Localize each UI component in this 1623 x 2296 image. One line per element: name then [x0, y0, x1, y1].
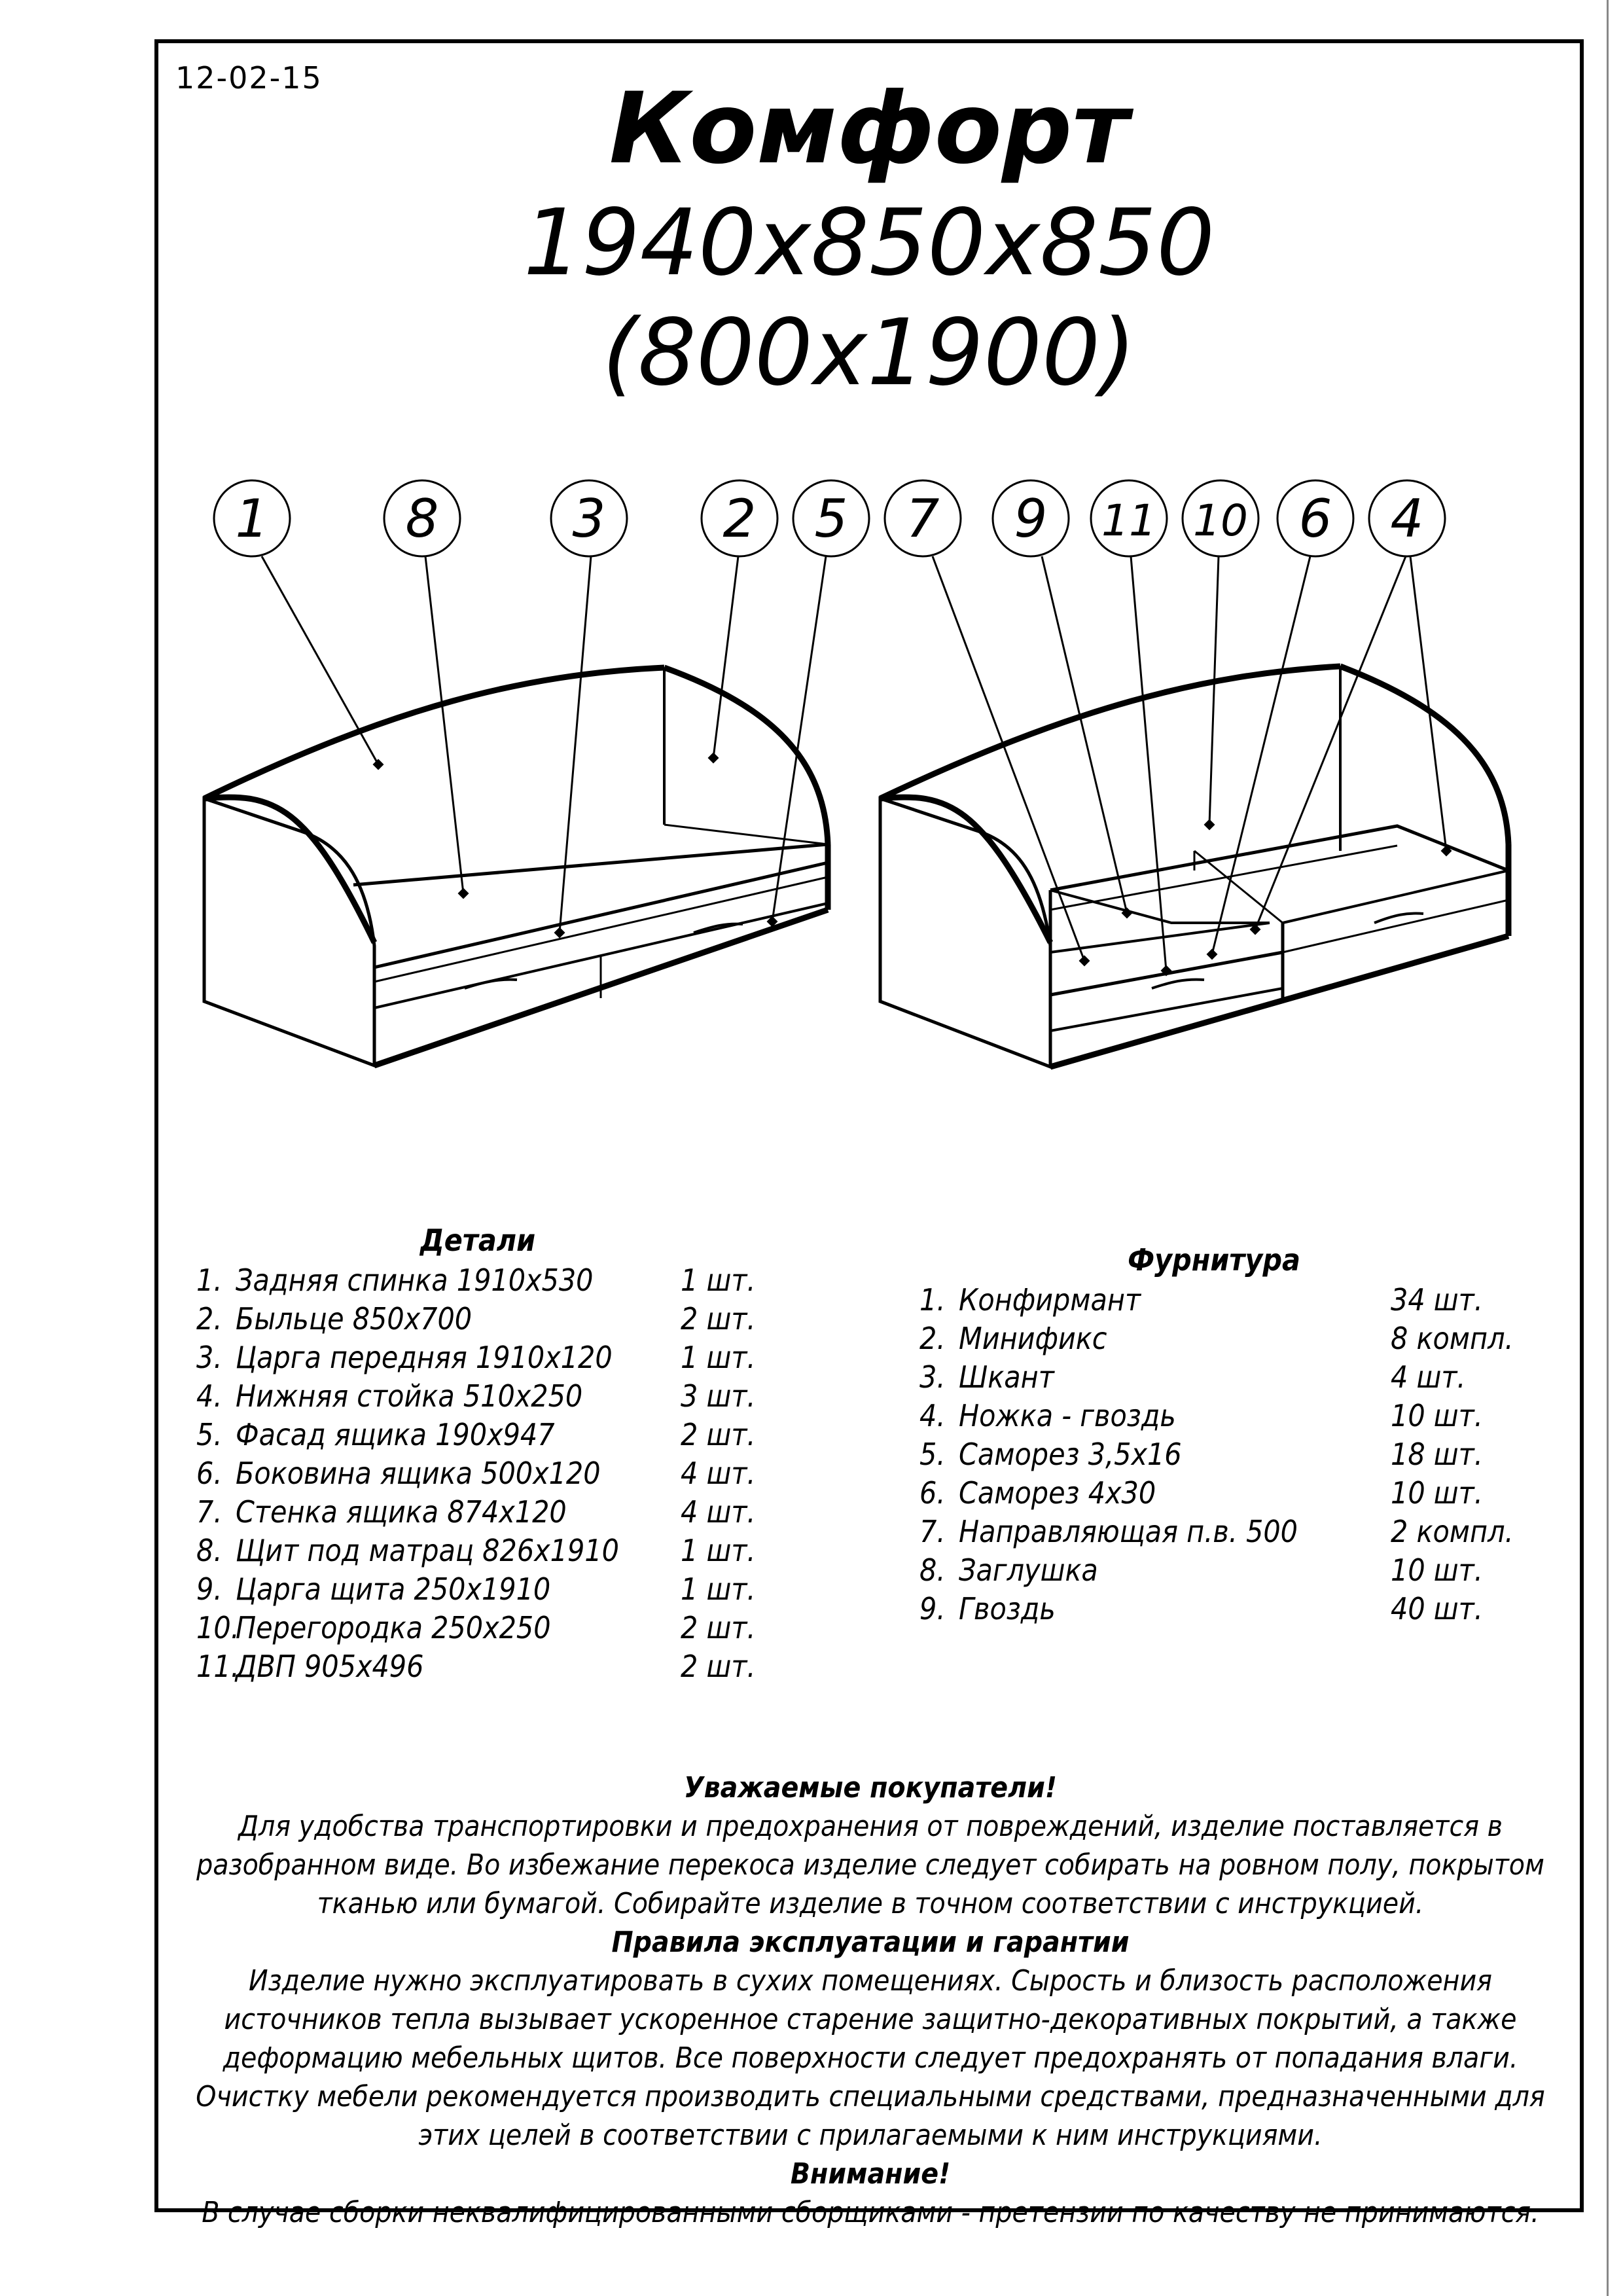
list-item: 9. Царга щита 250х1910 1 шт.	[196, 1571, 756, 1607]
product-title: Комфорт	[609, 72, 1130, 186]
right-bed-drawing	[880, 666, 1508, 1067]
callout-labels	[236, 488, 1424, 549]
callout-label: 10	[1193, 495, 1248, 546]
doc-code: 12-02-15	[175, 60, 323, 96]
list-item: 8. Щит под матрац 826х1910 1 шт.	[196, 1532, 756, 1568]
callout-label: 3	[572, 488, 606, 549]
product-dimensions: 1940x850x850	[523, 190, 1215, 296]
notes-line: В случае сборки неквалифицированными сборщиками - претензии по качеству не принимаются.	[202, 2196, 1539, 2229]
list-item: 7. Направляющая п.в. 500 2 компл.	[919, 1513, 1514, 1549]
callout-label: 1	[235, 488, 269, 549]
list-item: 2. Быльце 850х700 2 шт.	[196, 1300, 756, 1336]
list-item: 1. Конфирмант 34 шт.	[919, 1282, 1483, 1318]
list-item: 3. Царга передняя 1910х120 1 шт.	[196, 1339, 756, 1375]
list-item: 5. Саморез 3,5х16 18 шт.	[919, 1436, 1483, 1472]
list-item: 5. Фасад ящика 190х947 2 шт.	[196, 1416, 756, 1452]
callout-label: 6	[1298, 488, 1332, 549]
notes-line: деформацию мебельных щитов. Все поверхности следует предохранять от попадания влаги.	[223, 2041, 1518, 2075]
notes-line: этих целей в соответствии с прилагаемыми к ним инструкциями.	[418, 2119, 1323, 2152]
callout-label: 9	[1014, 488, 1048, 549]
customer-notes	[183, 1768, 1558, 2232]
callout-label: 4	[1390, 488, 1424, 549]
parts-list	[196, 1223, 759, 1685]
list-item: 4. Ножка - гвоздь 10 шт.	[919, 1397, 1483, 1433]
list-item: 7. Стенка ящика 874х120 4 шт.	[196, 1494, 756, 1530]
list-item: 11. ДВП 905х496 2 шт.	[196, 1648, 756, 1684]
notes-line: Очистку мебели рекомендуется производить специальными средствами, предназначенными для	[196, 2080, 1545, 2113]
list-item: 1. Задняя спинка 1910х530 1 шт.	[196, 1262, 756, 1298]
hardware-list	[919, 1242, 1514, 1628]
notes-line: тканью или бумагой. Собирайте изделие в точном соответствии с инструкцией.	[317, 1887, 1424, 1920]
hardware-heading: Фурнитура	[1128, 1242, 1300, 1278]
parts-heading: Детали	[419, 1223, 536, 1258]
list-item: 6. Саморез 4х30 10 шт.	[919, 1475, 1483, 1511]
notes-line: источников тепла вызывает ускоренное старение защитно-декоративных покрытий, а также	[224, 2003, 1517, 2036]
callout-label: 11	[1101, 495, 1156, 546]
list-item: 4. Нижняя стойка 510х250 3 шт.	[196, 1378, 756, 1414]
list-item: 6. Боковина ящика 500х120 4 шт.	[196, 1455, 756, 1491]
list-item: 3. Шкант 4 шт.	[919, 1359, 1466, 1395]
list-item: 8. Заглушка 10 шт.	[919, 1552, 1483, 1588]
callout-label: 8	[405, 488, 439, 549]
callout-label: 5	[814, 488, 848, 549]
list-item: 10. Перегородка 250х250 2 шт.	[196, 1609, 756, 1645]
left-bed-drawing	[204, 668, 828, 1066]
notes-heading-customers: Уважаемые покупатели!	[684, 1771, 1057, 1804]
notes-heading-attention: Внимание!	[790, 2157, 951, 2191]
callout-label: 7	[906, 488, 940, 549]
notes-heading-rules: Правила эксплуатации и гарантии	[611, 1926, 1130, 1959]
bed-size: (800x1900)	[602, 300, 1136, 406]
list-item: 2. Минификс 8 компл.	[919, 1320, 1514, 1356]
notes-line: Для удобства транспортировки и предохранения от повреждений, изделие поставляется в	[238, 1810, 1503, 1843]
notes-line: Изделие нужно эксплуатировать в сухих помещениях. Сырость и близость расположения	[249, 1964, 1492, 1998]
notes-line: разобранном виде. Во избежание перекоса изделие следует собирать на ровном полу, покрытом	[196, 1848, 1544, 1882]
callout-label: 2	[722, 488, 757, 549]
list-item: 9. Гвоздь 40 шт.	[919, 1590, 1483, 1626]
